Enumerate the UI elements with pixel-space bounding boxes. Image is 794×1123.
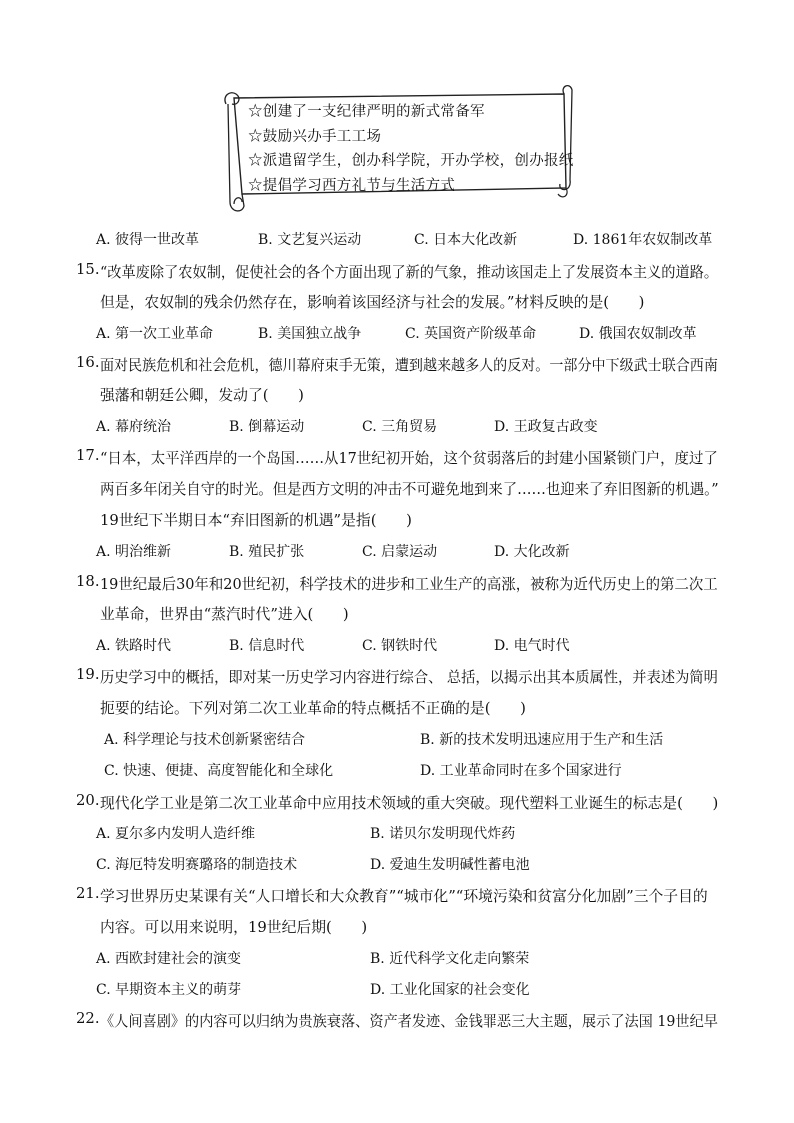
q21-option-d[interactable]: D. 工业化国家的社会变化 bbox=[370, 982, 530, 998]
q18-stem-line: 业革命，世界由“蒸汽时代”进入( ) bbox=[100, 606, 349, 623]
q17-option-b[interactable]: B. 殖民扩张 bbox=[229, 544, 305, 560]
q20-stem-line: 现代化学工业是第二次工业革命中应用技术领域的重大突破。现代塑料工业诞生的标志是( ) bbox=[100, 795, 719, 812]
q16-stem-line: 强藩和朝廷公卿，发动了( ) bbox=[100, 387, 304, 404]
q19-option-b[interactable]: B. 新的技术发明迅速应用于生产和生活 bbox=[420, 732, 664, 748]
q16-number: 16. bbox=[76, 354, 100, 371]
q17-stem-line: “日本，太平洋西岸的一个岛国……从17世纪初开始，这个贫弱落后的封建小国紧锁门户，度过了 bbox=[100, 450, 718, 467]
q14-option-c[interactable]: C. 日本大化改新 bbox=[414, 232, 518, 248]
q16-option-a[interactable]: A. 幕府统治 bbox=[96, 419, 172, 435]
q19-number: 19. bbox=[76, 666, 100, 683]
q20-option-b[interactable]: B. 诺贝尔发明现代炸药 bbox=[370, 826, 516, 842]
q15-option-c[interactable]: C. 英国资产阶级革命 bbox=[405, 326, 537, 342]
q17-stem-line: 两百多年闭关自守的时光。但是西方文明的冲击不可避免地到来了……也迎来了弃旧图新的机遇。” bbox=[100, 481, 719, 498]
q15-option-d[interactable]: D. 俄国农奴制改革 bbox=[579, 326, 697, 342]
scroll-illustration bbox=[220, 84, 574, 216]
q16-stem-line: 面对民族危机和社会危机，德川幕府束手无策，遭到越来越多人的反对。一部分中下级武士联合西南 bbox=[100, 357, 718, 374]
q20-number: 20. bbox=[76, 792, 100, 809]
q16-option-d[interactable]: D. 王政复古政变 bbox=[494, 419, 598, 435]
q16-option-b[interactable]: B. 倒幕运动 bbox=[229, 419, 305, 435]
q21-number: 21. bbox=[76, 885, 100, 902]
q20-option-d[interactable]: D. 爱迪生发明碱性蓄电池 bbox=[370, 857, 530, 873]
q20-option-a[interactable]: A. 夏尔多内发明人造纤维 bbox=[96, 826, 256, 842]
q14-option-b[interactable]: B. 文艺复兴运动 bbox=[258, 232, 362, 248]
q15-stem-line: 但是，农奴制的残余仍然存在，影响着该国经济与社会的发展。”材料反映的是( ) bbox=[100, 294, 645, 311]
q18-option-d[interactable]: D. 电气时代 bbox=[494, 638, 570, 654]
q21-stem-line: 学习世界历史某课有关“人口增长和大众教育”“城市化”“环境污染和贫富分化加剧”三个子目的 bbox=[100, 888, 708, 905]
q14-option-d[interactable]: D. 1861年农奴制改革 bbox=[573, 232, 713, 248]
scroll-item: ☆鼓励兴办手工工场 bbox=[248, 128, 382, 145]
q16-option-c[interactable]: C. 三角贸易 bbox=[362, 419, 438, 435]
q21-option-a[interactable]: A. 西欧封建社会的演变 bbox=[96, 951, 242, 967]
q17-option-c[interactable]: C. 启蒙运动 bbox=[362, 544, 438, 560]
q21-option-b[interactable]: B. 近代科学文化走向繁荣 bbox=[370, 951, 530, 967]
q19-option-d[interactable]: D. 工业革命同时在多个国家进行 bbox=[420, 763, 622, 779]
q17-option-d[interactable]: D. 大化改新 bbox=[494, 544, 570, 560]
q21-option-c[interactable]: C. 早期资本主义的萌芽 bbox=[96, 982, 242, 998]
q17-option-a[interactable]: A. 明治维新 bbox=[96, 544, 172, 560]
q19-stem-line: 扼要的结论。下列对第二次工业革命的特点概括不正确的是( ) bbox=[100, 700, 526, 717]
q15-number: 15. bbox=[76, 261, 100, 278]
scroll-item: ☆派遣留学生，创办科学院，开办学校，创办报纸 bbox=[248, 153, 574, 169]
q15-option-b[interactable]: B. 美国独立战争 bbox=[258, 326, 362, 342]
q15-option-a[interactable]: A. 第一次工业革命 bbox=[96, 326, 214, 342]
q18-stem-line: 19世纪最后30年和20世纪初，科学技术的进步和工业生产的高涨，被称为近代历史上的第二次工 bbox=[100, 576, 718, 593]
q19-option-a[interactable]: A. 科学理论与技术创新紧密结合 bbox=[104, 732, 306, 748]
q18-option-c[interactable]: C. 钢铁时代 bbox=[362, 638, 438, 654]
q18-number: 18. bbox=[76, 573, 100, 590]
q22-number: 22. bbox=[76, 1010, 100, 1027]
q17-stem-line: 19世纪下半期日本“弃旧图新的机遇”是指( ) bbox=[100, 512, 412, 529]
q22-stem-line: 《人间喜剧》的内容可以归纳为贵族衰落、资产者发迹、金钱罪恶三大主题，展示了法国 19世纪早 bbox=[100, 1013, 718, 1030]
scroll-item: ☆创建了一支纪律严明的新式常备军 bbox=[248, 104, 485, 120]
q14-option-a[interactable]: A. 彼得一世改革 bbox=[96, 232, 200, 248]
q21-stem-line: 内容。可以用来说明，19世纪后期( ) bbox=[100, 919, 368, 936]
q17-number: 17. bbox=[76, 447, 100, 464]
scroll-item: ☆提倡学习西方礼节与生活方式 bbox=[248, 177, 456, 194]
q20-option-c[interactable]: C. 海厄特发明赛璐珞的制造技术 bbox=[96, 857, 298, 873]
q19-option-c[interactable]: C. 快速、便捷、高度智能化和全球化 bbox=[104, 763, 334, 779]
q18-option-b[interactable]: B. 信息时代 bbox=[229, 638, 305, 654]
q15-stem-line: “改革废除了农奴制，促使社会的各个方面出现了新的气象，推动该国走上了发展资本主义的道路。 bbox=[100, 264, 719, 281]
q19-stem-line: 历史学习中的概括，即对某一历史学习内容进行综合、 总括，以揭示出其本质属性，并表述为简明 bbox=[100, 669, 718, 686]
q18-option-a[interactable]: A. 铁路时代 bbox=[96, 638, 172, 654]
